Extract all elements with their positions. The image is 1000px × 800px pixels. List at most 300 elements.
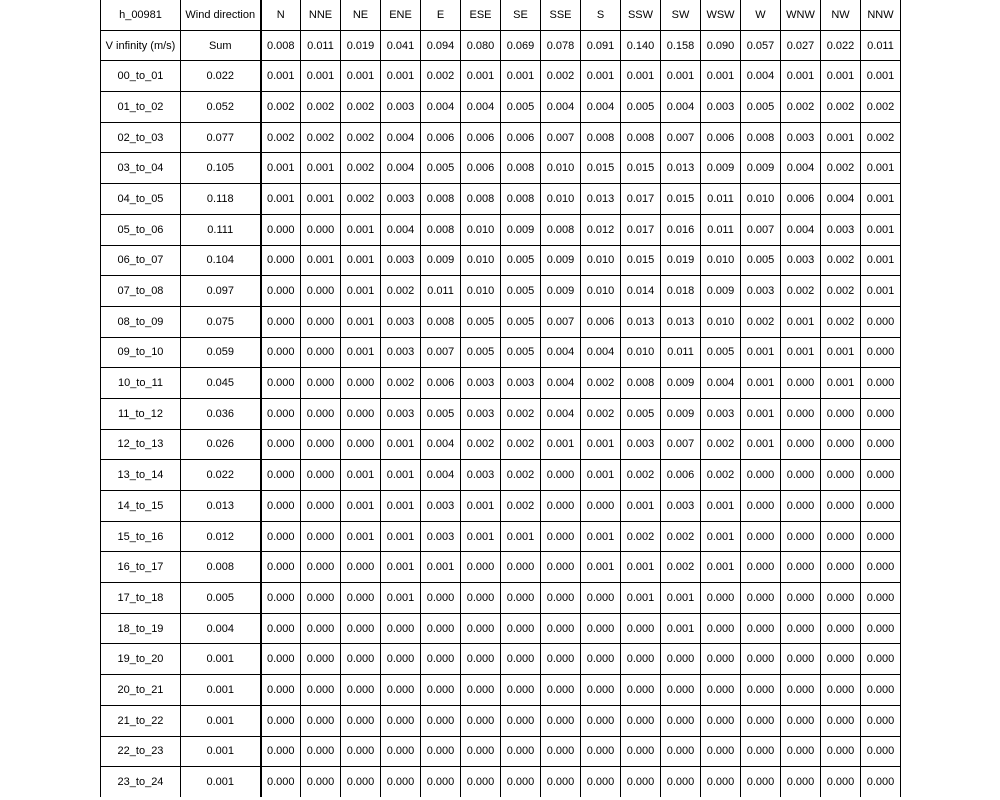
frequency-cell: 0.000 [781,736,821,767]
frequency-cell: 0.013 [581,184,621,215]
frequency-cell: 0.004 [461,92,501,123]
frequency-cell: 0.009 [741,153,781,184]
frequency-cell: 0.004 [421,92,461,123]
frequency-cell: 0.000 [861,368,901,399]
speed-bin-label: 00_to_01 [101,61,181,92]
frequency-cell: 0.018 [661,276,701,307]
frequency-cell: 0.000 [861,429,901,460]
frequency-cell: 0.000 [541,705,581,736]
frequency-cell: 0.000 [261,368,301,399]
frequency-cell: 0.000 [701,767,741,797]
frequency-cell: 0.008 [741,122,781,153]
frequency-cell: 0.001 [701,491,741,522]
direction-total-sse: 0.078 [541,30,581,61]
frequency-cell: 0.000 [581,613,621,644]
frequency-cell: 0.000 [661,675,701,706]
direction-header-ssw: SSW [621,0,661,30]
frequency-cell: 0.000 [301,736,341,767]
frequency-cell: 0.000 [341,644,381,675]
table-row [101,552,901,583]
frequency-cell: 0.003 [381,337,421,368]
table-row [101,214,901,245]
frequency-cell: 0.010 [461,245,501,276]
frequency-cell: 0.000 [701,644,741,675]
frequency-cell: 0.000 [541,644,581,675]
frequency-cell: 0.000 [381,736,421,767]
frequency-cell: 0.002 [581,398,621,429]
direction-header-n: N [261,0,301,30]
frequency-cell: 0.001 [661,583,701,614]
frequency-cell: 0.001 [341,276,381,307]
speed-bin-label: 13_to_14 [101,460,181,491]
frequency-cell: 0.002 [301,122,341,153]
frequency-cell: 0.000 [261,306,301,337]
frequency-cell: 0.004 [421,429,461,460]
frequency-cell: 0.004 [661,92,701,123]
table-row [101,153,901,184]
frequency-cell: 0.000 [781,644,821,675]
frequency-cell: 0.000 [781,583,821,614]
direction-header-w: W [741,0,781,30]
direction-header-e: E [421,0,461,30]
frequency-cell: 0.003 [421,491,461,522]
frequency-cell: 0.001 [381,61,421,92]
frequency-cell: 0.001 [381,521,421,552]
frequency-cell: 0.000 [261,675,301,706]
frequency-cell: 0.002 [261,92,301,123]
direction-header-nw: NW [821,0,861,30]
frequency-cell: 0.000 [461,613,501,644]
frequency-cell: 0.010 [581,276,621,307]
frequency-cell: 0.010 [541,184,581,215]
table-row [101,705,901,736]
frequency-cell: 0.000 [821,613,861,644]
frequency-cell: 0.000 [261,245,301,276]
frequency-cell: 0.013 [661,306,701,337]
frequency-cell: 0.000 [861,337,901,368]
frequency-cell: 0.000 [821,460,861,491]
frequency-cell: 0.002 [861,122,901,153]
frequency-cell: 0.008 [421,306,461,337]
direction-total-n: 0.008 [261,30,301,61]
frequency-cell: 0.010 [701,245,741,276]
table-row [101,245,901,276]
frequency-cell: 0.000 [341,368,381,399]
frequency-cell: 0.000 [461,736,501,767]
frequency-cell: 0.000 [861,644,901,675]
frequency-cell: 0.002 [501,491,541,522]
frequency-cell: 0.015 [661,184,701,215]
frequency-cell: 0.015 [621,153,661,184]
frequency-cell: 0.000 [541,675,581,706]
speed-bin-sum: 0.104 [181,245,261,276]
frequency-cell: 0.000 [821,644,861,675]
frequency-cell: 0.000 [301,675,341,706]
frequency-cell: 0.000 [741,552,781,583]
frequency-cell: 0.004 [581,92,621,123]
frequency-cell: 0.005 [501,276,541,307]
speed-bin-label: 03_to_04 [101,153,181,184]
speed-bin-sum: 0.059 [181,337,261,368]
frequency-cell: 0.004 [381,214,421,245]
frequency-cell: 0.000 [821,521,861,552]
frequency-cell: 0.001 [381,429,421,460]
frequency-cell: 0.000 [621,644,661,675]
frequency-cell: 0.004 [821,184,861,215]
frequency-cell: 0.000 [701,613,741,644]
frequency-cell: 0.008 [501,184,541,215]
frequency-cell: 0.009 [701,153,741,184]
frequency-cell: 0.008 [421,214,461,245]
wind-speed-header: V infinity (m/s) [101,30,181,61]
frequency-cell: 0.002 [461,429,501,460]
frequency-cell: 0.000 [621,736,661,767]
frequency-cell: 0.007 [661,429,701,460]
frequency-cell: 0.007 [541,306,581,337]
frequency-cell: 0.011 [661,337,701,368]
frequency-cell: 0.001 [261,184,301,215]
frequency-cell: 0.000 [861,398,901,429]
frequency-cell: 0.001 [821,337,861,368]
frequency-cell: 0.000 [741,767,781,797]
frequency-cell: 0.001 [861,153,901,184]
frequency-cell: 0.000 [421,644,461,675]
frequency-cell: 0.001 [581,61,621,92]
frequency-cell: 0.009 [501,214,541,245]
frequency-cell: 0.008 [461,184,501,215]
frequency-cell: 0.000 [581,705,621,736]
table-row [101,767,901,797]
frequency-cell: 0.000 [661,705,701,736]
frequency-cell: 0.000 [741,521,781,552]
frequency-cell: 0.000 [301,398,341,429]
frequency-cell: 0.004 [781,153,821,184]
speed-bin-label: 23_to_24 [101,767,181,797]
frequency-cell: 0.000 [461,644,501,675]
frequency-cell: 0.001 [341,521,381,552]
frequency-cell: 0.001 [861,245,901,276]
frequency-cell: 0.008 [621,122,661,153]
frequency-cell: 0.000 [301,306,341,337]
frequency-cell: 0.002 [701,460,741,491]
frequency-cell: 0.000 [261,398,301,429]
table-row [101,460,901,491]
frequency-cell: 0.000 [301,276,341,307]
frequency-cell: 0.001 [581,552,621,583]
speed-bin-sum: 0.022 [181,61,261,92]
frequency-cell: 0.005 [501,92,541,123]
frequency-cell: 0.000 [621,767,661,797]
frequency-cell: 0.005 [421,153,461,184]
frequency-cell: 0.002 [621,460,661,491]
frequency-cell: 0.000 [261,276,301,307]
frequency-cell: 0.001 [661,613,701,644]
frequency-cell: 0.000 [781,491,821,522]
speed-bin-label: 07_to_08 [101,276,181,307]
direction-total-w: 0.057 [741,30,781,61]
direction-total-nw: 0.022 [821,30,861,61]
speed-bin-sum: 0.013 [181,491,261,522]
frequency-cell: 0.000 [861,460,901,491]
speed-bin-sum: 0.001 [181,705,261,736]
frequency-cell: 0.009 [541,276,581,307]
frequency-cell: 0.000 [301,214,341,245]
frequency-cell: 0.000 [661,644,701,675]
frequency-cell: 0.013 [661,153,701,184]
frequency-cell: 0.000 [301,491,341,522]
wind-frequency-table [100,0,901,797]
frequency-cell: 0.000 [741,644,781,675]
speed-bin-label: 09_to_10 [101,337,181,368]
frequency-cell: 0.002 [781,92,821,123]
direction-total-sw: 0.158 [661,30,701,61]
frequency-cell: 0.000 [661,736,701,767]
frequency-cell: 0.001 [781,61,821,92]
frequency-cell: 0.010 [541,153,581,184]
frequency-cell: 0.000 [341,613,381,644]
speed-bin-sum: 0.077 [181,122,261,153]
frequency-cell: 0.000 [821,705,861,736]
frequency-cell: 0.000 [501,583,541,614]
frequency-cell: 0.004 [421,460,461,491]
frequency-cell: 0.000 [701,675,741,706]
frequency-cell: 0.017 [621,214,661,245]
frequency-cell: 0.002 [821,245,861,276]
frequency-cell: 0.001 [621,61,661,92]
frequency-cell: 0.000 [741,460,781,491]
frequency-cell: 0.000 [301,583,341,614]
table-row [101,521,901,552]
header-row [101,0,901,30]
frequency-cell: 0.004 [541,337,581,368]
frequency-cell: 0.010 [621,337,661,368]
speed-bin-label: 22_to_23 [101,736,181,767]
frequency-cell: 0.005 [501,245,541,276]
table-row [101,491,901,522]
frequency-cell: 0.001 [341,337,381,368]
frequency-cell: 0.000 [421,767,461,797]
frequency-cell: 0.013 [621,306,661,337]
speed-bin-sum: 0.111 [181,214,261,245]
speed-bin-label: 16_to_17 [101,552,181,583]
direction-header-s: S [581,0,621,30]
frequency-cell: 0.000 [461,552,501,583]
frequency-cell: 0.001 [501,521,541,552]
frequency-cell: 0.007 [741,214,781,245]
speed-bin-sum: 0.012 [181,521,261,552]
frequency-cell: 0.000 [861,521,901,552]
frequency-cell: 0.004 [541,92,581,123]
sum-header: Sum [181,30,261,61]
frequency-cell: 0.003 [461,460,501,491]
frequency-cell: 0.000 [781,705,821,736]
direction-header-nne: NNE [301,0,341,30]
frequency-cell: 0.000 [701,736,741,767]
frequency-cell: 0.000 [741,613,781,644]
frequency-cell: 0.001 [661,61,701,92]
frequency-cell: 0.001 [341,491,381,522]
frequency-cell: 0.001 [621,583,661,614]
frequency-cell: 0.006 [501,122,541,153]
corner-label: h_00981 [101,0,181,30]
frequency-cell: 0.000 [541,613,581,644]
frequency-cell: 0.003 [701,92,741,123]
frequency-cell: 0.003 [621,429,661,460]
frequency-cell: 0.000 [861,613,901,644]
frequency-cell: 0.000 [261,552,301,583]
frequency-cell: 0.001 [861,276,901,307]
frequency-cell: 0.000 [621,705,661,736]
frequency-cell: 0.001 [261,61,301,92]
speed-bin-sum: 0.008 [181,552,261,583]
wind-direction-header: Wind direction [181,0,261,30]
frequency-cell: 0.003 [661,491,701,522]
frequency-cell: 0.000 [421,583,461,614]
frequency-cell: 0.000 [301,705,341,736]
frequency-cell: 0.005 [701,337,741,368]
frequency-cell: 0.000 [341,675,381,706]
speed-bin-sum: 0.001 [181,644,261,675]
frequency-cell: 0.000 [861,552,901,583]
frequency-cell: 0.000 [861,736,901,767]
frequency-cell: 0.000 [261,337,301,368]
table-row [101,644,901,675]
frequency-cell: 0.003 [741,276,781,307]
frequency-cell: 0.000 [381,675,421,706]
frequency-cell: 0.003 [381,92,421,123]
frequency-cell: 0.001 [501,61,541,92]
frequency-cell: 0.008 [581,122,621,153]
table-row [101,613,901,644]
frequency-cell: 0.000 [821,736,861,767]
frequency-cell: 0.005 [621,92,661,123]
direction-total-nnw: 0.011 [861,30,901,61]
frequency-cell: 0.006 [421,368,461,399]
frequency-cell: 0.008 [421,184,461,215]
speed-bin-sum: 0.004 [181,613,261,644]
frequency-cell: 0.000 [421,613,461,644]
frequency-cell: 0.000 [741,491,781,522]
frequency-cell: 0.003 [821,214,861,245]
frequency-cell: 0.002 [861,92,901,123]
frequency-cell: 0.004 [581,337,621,368]
frequency-cell: 0.001 [701,61,741,92]
table-row [101,337,901,368]
frequency-cell: 0.007 [421,337,461,368]
frequency-cell: 0.003 [381,398,421,429]
frequency-cell: 0.000 [341,398,381,429]
direction-header-wnw: WNW [781,0,821,30]
frequency-cell: 0.000 [741,583,781,614]
frequency-cell: 0.001 [381,583,421,614]
frequency-cell: 0.001 [701,521,741,552]
direction-header-sw: SW [661,0,701,30]
speed-bin-sum: 0.075 [181,306,261,337]
frequency-cell: 0.000 [861,306,901,337]
frequency-cell: 0.002 [341,122,381,153]
frequency-cell: 0.009 [661,368,701,399]
frequency-cell: 0.000 [261,491,301,522]
frequency-cell: 0.001 [301,61,341,92]
frequency-cell: 0.006 [781,184,821,215]
frequency-cell: 0.003 [781,122,821,153]
frequency-cell: 0.010 [461,214,501,245]
frequency-cell: 0.001 [741,398,781,429]
frequency-cell: 0.002 [261,122,301,153]
frequency-cell: 0.001 [581,521,621,552]
frequency-cell: 0.000 [421,675,461,706]
frequency-cell: 0.001 [461,61,501,92]
frequency-cell: 0.000 [621,675,661,706]
frequency-cell: 0.007 [541,122,581,153]
speed-bin-label: 01_to_02 [101,92,181,123]
frequency-cell: 0.000 [781,398,821,429]
frequency-cell: 0.002 [821,153,861,184]
frequency-cell: 0.001 [261,153,301,184]
frequency-cell: 0.001 [341,306,381,337]
frequency-cell: 0.000 [341,552,381,583]
frequency-cell: 0.001 [421,552,461,583]
frequency-cell: 0.002 [581,368,621,399]
frequency-cell: 0.001 [861,61,901,92]
frequency-cell: 0.002 [541,61,581,92]
frequency-cell: 0.003 [781,245,821,276]
frequency-cell: 0.000 [261,429,301,460]
frequency-cell: 0.005 [461,337,501,368]
frequency-cell: 0.000 [501,767,541,797]
frequency-cell: 0.000 [821,491,861,522]
frequency-cell: 0.006 [461,122,501,153]
frequency-cell: 0.000 [741,705,781,736]
frequency-cell: 0.006 [421,122,461,153]
speed-bin-label: 20_to_21 [101,675,181,706]
speed-bin-label: 21_to_22 [101,705,181,736]
frequency-cell: 0.000 [341,583,381,614]
frequency-cell: 0.002 [821,306,861,337]
frequency-cell: 0.000 [861,675,901,706]
frequency-cell: 0.001 [581,429,621,460]
frequency-cell: 0.000 [421,705,461,736]
direction-header-nnw: NNW [861,0,901,30]
frequency-cell: 0.004 [541,398,581,429]
speed-bin-sum: 0.026 [181,429,261,460]
frequency-cell: 0.000 [261,644,301,675]
frequency-cell: 0.001 [461,521,501,552]
frequency-cell: 0.000 [581,736,621,767]
table-row [101,61,901,92]
frequency-cell: 0.000 [501,736,541,767]
speed-bin-sum: 0.045 [181,368,261,399]
frequency-cell: 0.000 [341,705,381,736]
frequency-cell: 0.000 [461,675,501,706]
frequency-cell: 0.005 [421,398,461,429]
direction-header-ese: ESE [461,0,501,30]
frequency-cell: 0.001 [701,552,741,583]
frequency-cell: 0.000 [501,644,541,675]
frequency-cell: 0.009 [701,276,741,307]
frequency-cell: 0.004 [381,153,421,184]
frequency-cell: 0.000 [261,460,301,491]
frequency-cell: 0.000 [341,429,381,460]
frequency-cell: 0.000 [261,736,301,767]
frequency-cell: 0.000 [261,583,301,614]
frequency-cell: 0.000 [301,368,341,399]
totals-row [101,30,901,61]
frequency-cell: 0.000 [421,736,461,767]
frequency-cell: 0.000 [861,491,901,522]
frequency-cell: 0.004 [781,214,821,245]
speed-bin-sum: 0.005 [181,583,261,614]
